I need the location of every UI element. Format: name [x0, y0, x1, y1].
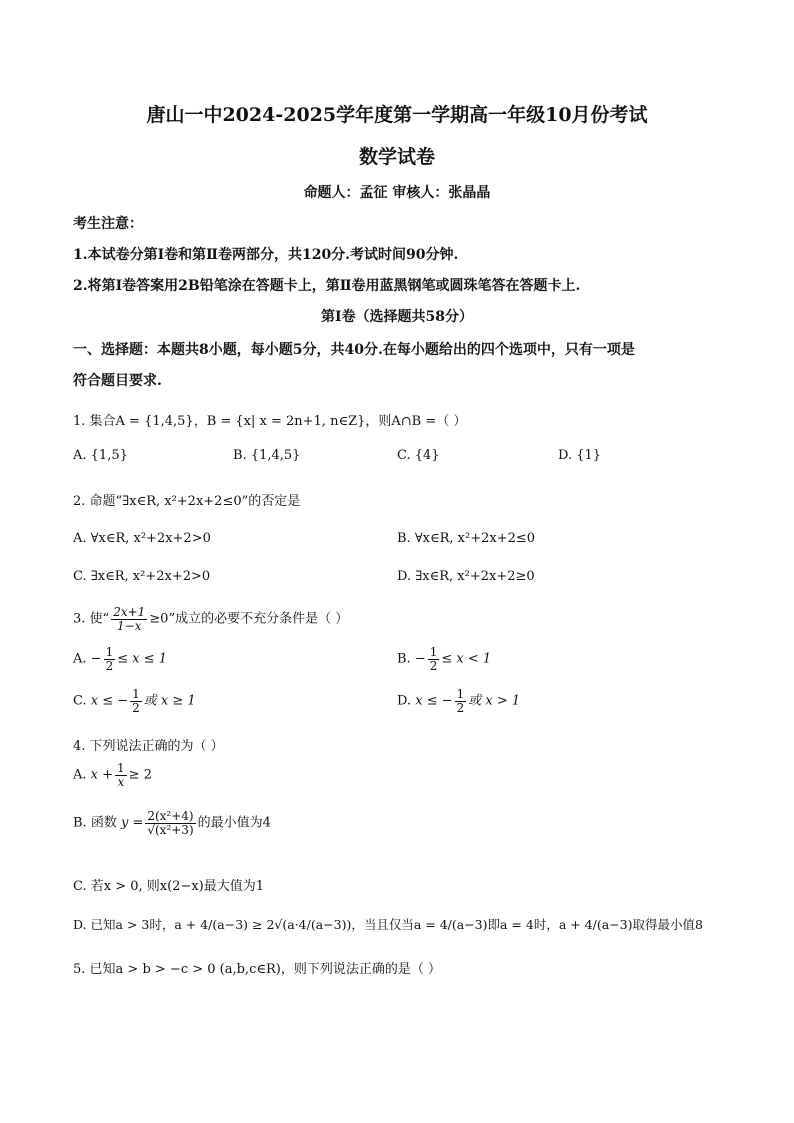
fraction-numerator: 1 — [117, 761, 125, 775]
option-prefix: − — [90, 651, 102, 667]
question-2-stem: 2. 命题“∃x∈R, x²+2x+2≤0”的否定是 — [73, 494, 301, 509]
question-4-option-b[interactable] — [73, 810, 271, 836]
notice-item-2: 2.将第Ⅰ卷答案用2B铅笔涂在答题卡上，第Ⅱ卷用蓝黑钢笔或圆珠笔答在答题卡上. — [73, 278, 581, 294]
question-1-option-c[interactable]: C. {4} — [397, 448, 440, 463]
question-1-option-d[interactable]: D. {1} — [558, 448, 602, 463]
question-3-option-c[interactable] — [73, 688, 196, 714]
option-fraction — [428, 646, 440, 672]
option-label: C. — [73, 693, 87, 709]
question-4-stem: 4. 下列说法正确的为（ ） — [73, 739, 224, 754]
question-2-option-a[interactable]: A. ∀x∈R, x²+2x+2>0 — [73, 531, 211, 546]
option-fraction — [455, 688, 467, 714]
option-suffix: ≤ x < 1 — [441, 651, 492, 667]
fraction-numerator: 2(x²+4) — [147, 809, 194, 823]
question-5-stem: 5. 已知a > b > −c > 0 (a,b,c∈R)，则下列说法正确的是（ ） — [73, 962, 441, 977]
question-1-option-b[interactable]: B. {1,4,5} — [233, 448, 301, 463]
question-3-stem — [73, 606, 348, 632]
fraction-numerator: 1 — [456, 687, 465, 701]
fraction-numerator: 2x+1 — [113, 605, 146, 619]
option-fraction — [130, 688, 142, 714]
exam-title: 唐山一中2024-2025学年度第一学期高一年级10月份考试 — [146, 104, 648, 126]
question-3-option-b[interactable] — [397, 646, 491, 672]
question-3-fraction — [111, 606, 147, 632]
notice-heading: 考生注意： — [73, 216, 143, 232]
question-3-stem-suffix: ≥0”成立的必要不充分条件是（ ） — [149, 611, 349, 627]
option-prefix: x + — [90, 767, 114, 783]
fraction-denominator: √(x²+3) — [147, 822, 194, 837]
option-prefix: x ≤ − — [415, 693, 453, 709]
fraction-denominator: 2 — [105, 658, 114, 673]
option-prefix: − — [414, 651, 426, 667]
option-label: A. — [73, 651, 87, 667]
option-label: D. — [397, 693, 412, 709]
question-3-option-a[interactable] — [73, 646, 167, 672]
option-suffix: ≤ x ≤ 1 — [117, 651, 168, 667]
fraction-denominator: 2 — [456, 700, 465, 715]
fraction-numerator: 1 — [105, 645, 114, 659]
question-4-option-d[interactable]: D. 已知a > 3时，a + 4/(a−3) ≥ 2√(a·4/(a−3))，当且仅当a = 4/(a−3)即a = 4时，a + 4/(a−3)取得最小值8 — [73, 917, 703, 932]
option-suffix: 的最小值为4 — [197, 815, 271, 831]
fraction-denominator: 2 — [132, 700, 140, 715]
option-fraction — [115, 762, 127, 788]
fraction-numerator: 1 — [132, 687, 140, 701]
question-2-option-c[interactable]: C. ∃x∈R, x²+2x+2>0 — [73, 569, 211, 584]
option-suffix: ≥ 2 — [128, 767, 152, 783]
authors-line: 命题人：孟征 审核人：张晶晶 — [303, 185, 491, 201]
option-prefix: x ≤ − — [90, 693, 129, 709]
fraction-denominator: 1−x — [117, 618, 142, 633]
section-instruction-line-2: 符合题目要求. — [73, 373, 162, 389]
option-fraction — [104, 646, 116, 672]
notice-item-1: 1.本试卷分第Ⅰ卷和第Ⅱ卷两部分，共120分.考试时间90分钟. — [73, 247, 459, 263]
exam-subtitle: 数学试卷 — [358, 146, 435, 168]
fraction-denominator: x — [117, 774, 125, 789]
question-4-option-c[interactable]: C. 若x > 0, 则x(2−x)最大值为1 — [73, 879, 265, 894]
option-label: B. 函数 — [73, 815, 117, 831]
question-2-option-d[interactable]: D. ∃x∈R, x²+2x+2≥0 — [397, 569, 535, 584]
question-3-option-d[interactable] — [397, 688, 520, 714]
fraction-denominator: 2 — [429, 658, 438, 673]
question-2-option-b[interactable]: B. ∀x∈R, x²+2x+2≤0 — [397, 531, 536, 546]
option-label: A. — [73, 767, 87, 783]
option-fraction — [145, 810, 195, 836]
option-suffix: 或 x > 1 — [468, 693, 521, 709]
question-4-option-a[interactable] — [73, 762, 152, 788]
question-1-stem: 1. 集合A = {1,4,5}，B = {x| x = 2n+1, n∈Z}，则A∩B =（ ） — [73, 414, 467, 429]
question-1-option-a[interactable]: A. {1,5} — [73, 448, 128, 463]
option-suffix: 或 x ≥ 1 — [143, 693, 196, 709]
section-instruction-line-1: 一、选择题：本题共8小题，每小题5分，共40分.在每小题给出的四个选项中，只有一项是 — [73, 342, 635, 358]
section-title: 第Ⅰ卷（选择题共58分） — [320, 309, 474, 325]
fraction-numerator: 1 — [429, 645, 438, 659]
question-3-stem-prefix: 3. 使“ — [73, 611, 110, 627]
option-prefix: y = — [120, 815, 144, 831]
option-label: B. — [397, 651, 411, 667]
